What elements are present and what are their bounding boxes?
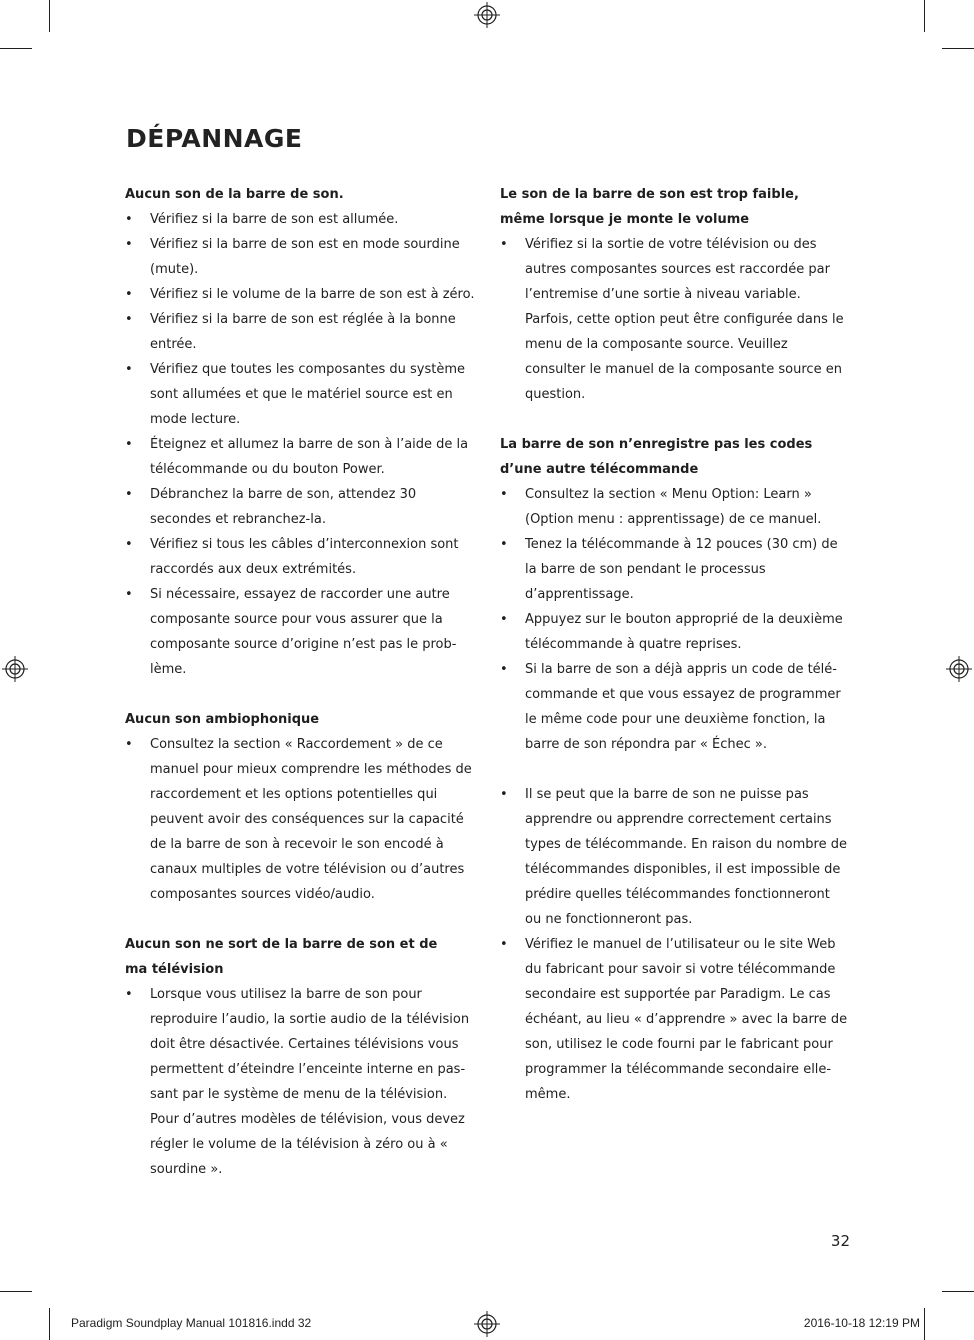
registration-mark-icon xyxy=(474,2,500,28)
section-heading: Aucun son ambiophonique xyxy=(125,712,320,727)
section-heading: d’une autre télécommande xyxy=(500,462,699,477)
crop-mark xyxy=(0,1291,32,1292)
right-column xyxy=(500,182,850,1107)
list-item: • Appuyez sur le bouton approprié de la deuxième télécommande à quatre reprises. xyxy=(500,607,850,657)
crop-mark xyxy=(49,0,50,32)
list-item: • Vérifiez si la sortie de votre télévision ou des autres composantes sources est raccordée par l’entremise d’une sortie à niveau variable. Parfois, cette option peut être configurée dans le menu de la composante source. Veuillez consulter le manuel de la composante source en question. xyxy=(500,232,850,407)
troubleshooting-section xyxy=(125,182,477,682)
left-column xyxy=(125,182,477,1182)
troubleshooting-section xyxy=(500,182,850,407)
list-item: • Si nécessaire, essayez de raccorder une autre composante source pour vous assurer que la composante source d’origine n’est pas le prob-lème. xyxy=(125,582,477,682)
troubleshooting-section xyxy=(125,707,477,907)
list-item: • Il se peut que la barre de son ne puisse pas apprendre ou apprendre correctement certains types de télécommande. En raison du nombre de télécommandes disponibles, il est impossible de prédire quelles télécommandes fonctionneront ou ne fonctionneront pas. xyxy=(500,782,850,932)
list-item: • Vérifiez que toutes les composantes du système sont allumées et que le matériel source est en mode lecture. xyxy=(125,357,477,432)
page-title: DÉPANNAGE xyxy=(126,124,303,153)
list-item: • Vérifiez si la barre de son est allumée. xyxy=(125,207,477,232)
list-item: • Tenez la télécommande à 12 pouces (30 cm) de la barre de son pendant le processus d’apprentissage. xyxy=(500,532,850,607)
registration-mark-icon xyxy=(946,656,972,682)
troubleshooting-section xyxy=(500,782,850,1107)
section-heading: Le son de la barre de son est trop faible, xyxy=(500,187,799,202)
list-item: • Consultez la section « Raccordement » de ce manuel pour mieux comprendre les méthodes de raccordement et les options potentielles qui peuvent avoir des conséquences sur la capacité de la barre de son à recevoir le son encodé à canaux multiples de votre télévision ou d’autres composantes sources vidéo/audio. xyxy=(125,732,477,907)
crop-mark xyxy=(924,1308,925,1340)
section-heading: Aucun son ne sort de la barre de son et de xyxy=(125,937,438,952)
crop-mark xyxy=(0,48,32,49)
list-item: • Éteignez et allumez la barre de son à l’aide de la télécommande ou du bouton Power. xyxy=(125,432,477,482)
list-item: • Vérifiez le manuel de l’utilisateur ou le site Web du fabricant pour savoir si votre télécommande secondaire est supportée par Paradigm. Le cas échéant, au lieu « d’apprendre » avec la barre de son, utilisez le code fourni par le fabricant pour programmer la télécommande secondaire elle-même. xyxy=(500,932,850,1107)
section-spacer xyxy=(125,907,477,932)
list-item: • Consultez la section « Menu Option: Learn » (Option menu : apprentissage) de ce manuel. xyxy=(500,482,850,532)
troubleshooting-section xyxy=(500,432,850,757)
list-item: • Vérifiez si tous les câbles d’interconnexion sont raccordés aux deux extrémités. xyxy=(125,532,477,582)
list-item: • Vérifiez si le volume de la barre de son est à zéro. xyxy=(125,282,477,307)
section-heading: La barre de son n’enregistre pas les codes xyxy=(500,437,813,452)
bullet-list xyxy=(125,982,477,1182)
section-spacer xyxy=(125,682,477,707)
crop-mark xyxy=(942,1291,974,1292)
section-spacer xyxy=(500,757,850,782)
section-heading: même lorsque je monte le volume xyxy=(500,212,750,227)
bullet-list xyxy=(125,207,477,682)
bullet-list xyxy=(500,482,850,757)
list-item: • Vérifiez si la barre de son est réglée à la bonne entrée. xyxy=(125,307,477,357)
crop-mark xyxy=(924,0,925,32)
registration-mark-icon xyxy=(474,1311,500,1337)
list-item: • Lorsque vous utilisez la barre de son pour reproduire l’audio, la sortie audio de la télévision doit être désactivée. Certaines télévisions vous permettent d’éteindre l’enceinte interne en pas-sant par le système de menu de la télévision. Pour d’autres modèles de télévision, vous devez régler le volume de la télévision à zéro ou à « sourdine ». xyxy=(125,982,477,1182)
bullet-list xyxy=(500,232,850,407)
list-item: • Si la barre de son a déjà appris un code de télé-commande et que vous essayez de programmer le même code pour une deuxième fonction, la barre de son répondra par « Échec ». xyxy=(500,657,850,757)
section-spacer xyxy=(500,407,850,432)
section-heading: Aucun son de la barre de son. xyxy=(125,187,344,202)
troubleshooting-section xyxy=(125,932,477,1182)
bullet-list xyxy=(500,782,850,1107)
slug-timestamp: 2016-10-18 12:19 PM xyxy=(803,1316,920,1330)
section-heading: ma télévision xyxy=(125,962,224,977)
list-item: • Vérifiez si la barre de son est en mode sourdine (mute). xyxy=(125,232,477,282)
page-number: 32 xyxy=(830,1232,850,1250)
crop-mark xyxy=(942,48,974,49)
registration-mark-icon xyxy=(2,656,28,682)
bullet-list xyxy=(125,732,477,907)
slug-filename: Paradigm Soundplay Manual 101816.indd 32 xyxy=(71,1316,312,1330)
crop-mark xyxy=(49,1308,50,1340)
list-item: • Débranchez la barre de son, attendez 30 secondes et rebranchez-la. xyxy=(125,482,477,532)
